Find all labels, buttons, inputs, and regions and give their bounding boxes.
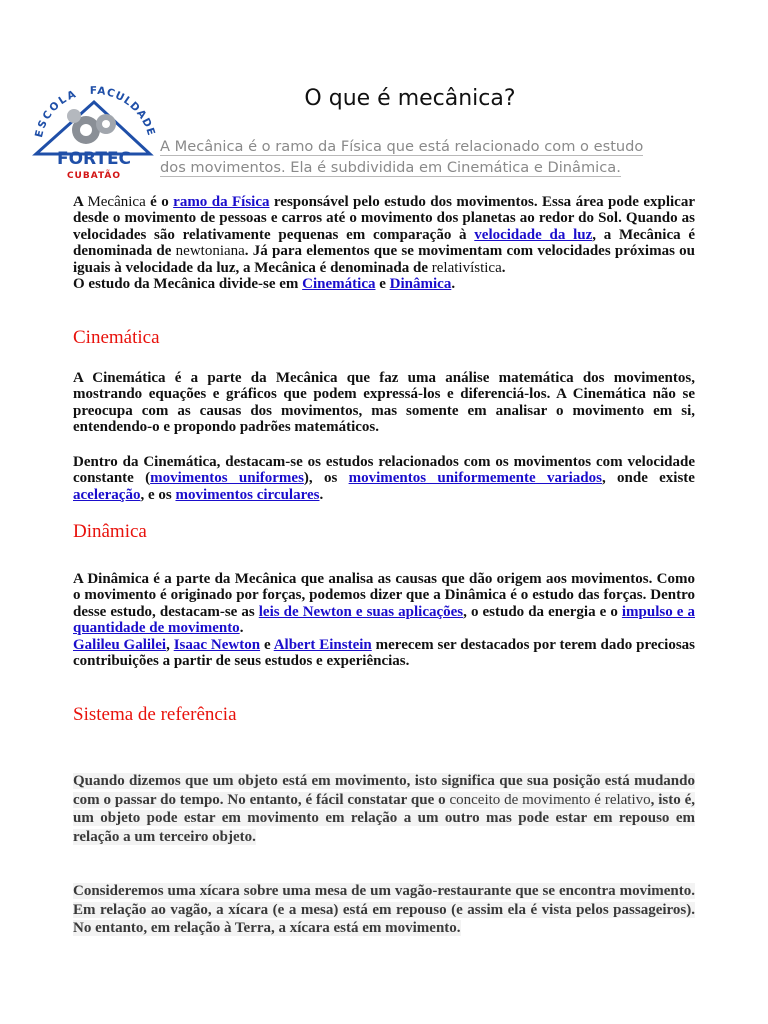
subtitle <box>160 136 700 178</box>
link-cinematica[interactable]: Cinemática <box>302 276 376 293</box>
heading-dinamica: Dinâmica <box>73 521 147 542</box>
subtitle-line-1: A Mecânica é o ramo da Física que está relacionado com o estudo <box>160 138 644 155</box>
intro-text: A <box>73 194 88 210</box>
intro-text: o <box>161 194 174 210</box>
intro-paragraph <box>73 194 695 292</box>
referencia-text: Quando dizemos que um objeto está em movimento, isto significa que sua posição está mudando com o passar do tempo. No entanto, é fácil constatar que o <box>73 773 695 808</box>
subtitle-line-2: dos movimentos. Ela é subdividida em Cinemática e Dinâmica. <box>160 159 621 176</box>
heading-sistema-de-referencia: Sistema de referência <box>73 704 237 725</box>
cinematica-text: , onde existe <box>601 470 695 487</box>
dinamica-text: , o estudo da energia e o <box>463 603 622 620</box>
logo-name: FORTEC <box>56 149 132 169</box>
dinamica-text: , <box>166 636 174 653</box>
logo-graphic <box>28 80 158 188</box>
intro-text: Mecânica <box>87 194 146 210</box>
intro-text: é <box>145 194 162 210</box>
intro-text: newtoniana <box>175 243 245 260</box>
heading-cinematica: Cinemática <box>73 327 160 348</box>
cinematica-text: Dentro da Cinemática, destacam-se os estudos relacionados com os movimentos com velocidade constante ( <box>73 454 695 487</box>
link-movimentos-uniformes[interactable]: movimentos uniformes <box>150 470 304 487</box>
link-aceleracao[interactable]: aceleração <box>73 486 141 503</box>
cinematica-paragraph-2 <box>73 454 695 503</box>
referencia-paragraph-2 <box>73 882 695 938</box>
link-dinamica[interactable]: Dinâmica <box>389 276 452 293</box>
link-galileu-galilei[interactable]: Galileu Galilei <box>73 636 167 653</box>
link-leis-de-newton[interactable]: leis de Newton e suas aplicações <box>258 603 464 620</box>
link-velocidade-da-luz[interactable]: velocidade da luz <box>474 226 593 243</box>
logo-city: CUBATÃO <box>66 171 122 181</box>
dinamica-text: A Dinâmica é a parte da Mecânica que analisa as causas que dão origem aos movimentos. Como o movimento é originado por forças, podemos dizer que a Dinâmica é o estudo das forças. Dentro desse estudo, destacam-se as <box>73 571 695 620</box>
dinamica-text: e <box>260 636 274 653</box>
intro-text: . <box>451 276 456 293</box>
logo-arc-right: FACULDADE <box>89 84 158 138</box>
link-movimentos-circulares[interactable]: movimentos circulares <box>175 486 320 503</box>
fortec-logo <box>28 80 158 188</box>
referencia-text: , isto é, um objeto pode estar em movimento em relação a um outro mas pode estar em repouso em relação a um terceiro objeto. <box>73 791 695 845</box>
intro-text: . Já para elementos que se movimentam com velocidades próximas ou iguais à velocidade da luz, a Mecânica é denominada de <box>73 243 695 276</box>
intro-text: e <box>375 276 390 293</box>
referencia-paragraph-1 <box>73 772 695 846</box>
logo-arc-left: ESCOLA <box>33 87 80 139</box>
intro-text: O estudo da Mecânica divide-se em <box>73 276 303 293</box>
dinamica-text: merecem ser destacados por terem dado preciosas contribuições a partir de seus estudos e experiências. <box>73 636 696 670</box>
referencia-text: conceito de movimento é relativo <box>449 791 651 808</box>
dinamica-paragraph <box>73 571 695 669</box>
intro-text: , a Mecânica é denominada de <box>73 226 695 260</box>
page-title: O que é mecânica? <box>304 86 516 111</box>
cinematica-text: . <box>319 486 324 503</box>
cinematica-text: , e os <box>140 486 176 503</box>
cinematica-paragraph-1: A Cinemática é a parte da Mecânica que faz uma análise matemática dos movimentos, mostrando equações e gráficos que podem expressá-los e diferenciá-los. A Cinemática não se preocupa com as causas dos movimentos, mas somente em analisar o movimento em si, entendendo-o e propondo padrões matemáticos. <box>73 370 695 436</box>
link-albert-einstein[interactable]: Albert Einstein <box>273 636 372 653</box>
intro-text: responsável pelo estudo dos movimentos. Essa área pode explicar desde o movimento de pessoas e carros até o movimento dos planetas ao redor do Sol. Quando as velocidades são relativamente pequenas em comparação à <box>73 194 695 243</box>
referencia-text: Consideremos uma xícara sobre uma mesa de um vagão-restaurante que se encontra movimento. Em relação ao vagão, a xícara (e a mesa) está em repouso (e assim ela é vista pelos passageiros). No entanto, em relação à Terra, a xícara está em movimento. <box>73 883 695 936</box>
link-movimentos-uniformemente-variados[interactable]: movimentos uniformemente variados <box>348 470 602 487</box>
link-isaac-newton[interactable]: Isaac Newton <box>173 636 261 653</box>
cinematica-text: ), os <box>303 470 349 487</box>
dinamica-text: . <box>239 620 244 637</box>
intro-text: . <box>501 259 506 276</box>
intro-text: relativística <box>431 259 502 276</box>
link-ramo-da-fisica[interactable]: ramo da Física <box>173 194 270 210</box>
link-impulso[interactable]: impulso e a quantidade de movimento <box>73 603 695 637</box>
